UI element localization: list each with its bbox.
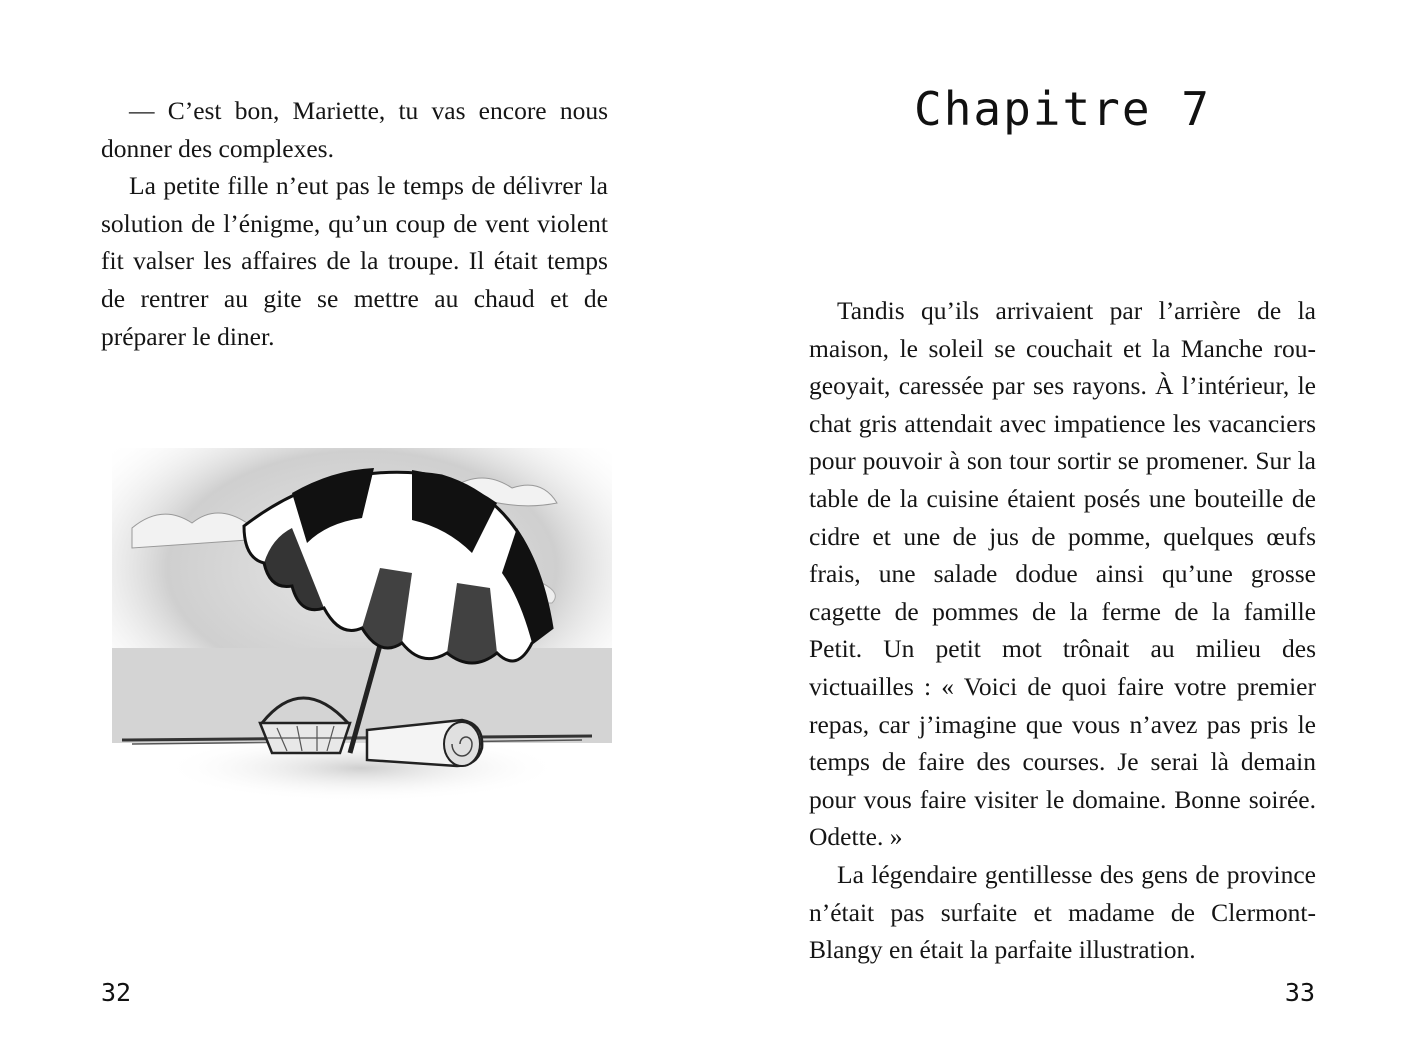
left-page: [0, 0, 708, 1063]
sand: [162, 734, 562, 802]
paragraph: Tandis qu’ils arrivaient par l’arrière de la maison, le soleil se couchait et la Manche rougeoyait, caressée par ses rayons. À l’intérieur, le chat gris attendait avec impatience les vacanciers pour pouvoir à son tour sortir se promener. Sur la table de la cuisine étaient posés une bouteille de cidre et une de jus de pomme, quelques œufs frais, une salade dodue ainsi qu’une grosse cagette de pommes de la ferme de la famille Petit. Un petit mot trônait au milieu des victuailles : « Voici de quoi faire votre premier repas, car j’imagine que vous n’avez pas pris le temps de faire des courses. Je serai là demain pour vous faire visiter le domaine. Bonne soirée. Odette. »: [809, 296, 1316, 852]
paragraph: — C’est bon, Mariette, tu vas encore nous donner des complexes.: [101, 96, 608, 163]
chapter-title: Chapitre 7: [914, 82, 1211, 136]
right-page: [708, 0, 1417, 1063]
page-number: 32: [101, 978, 132, 1007]
beach-umbrella-illustration: [112, 448, 612, 808]
right-page-text: [809, 292, 1316, 969]
page-number: 33: [1284, 978, 1315, 1007]
paragraph: La légendaire gentillesse des gens de province n’était pas surfaite et madame de Clermont-Blangy en était la parfaite illustration.: [809, 859, 1316, 965]
paragraph: La petite fille n’eut pas le temps de délivrer la solution de l’énigme, qu’un coup de vent violent fit valser les affaires de la troupe. Il était temps de rentrer au gite se mettre au chaud et de préparer le diner.: [101, 171, 608, 351]
sea: [112, 648, 612, 743]
left-page-text: [101, 92, 608, 355]
